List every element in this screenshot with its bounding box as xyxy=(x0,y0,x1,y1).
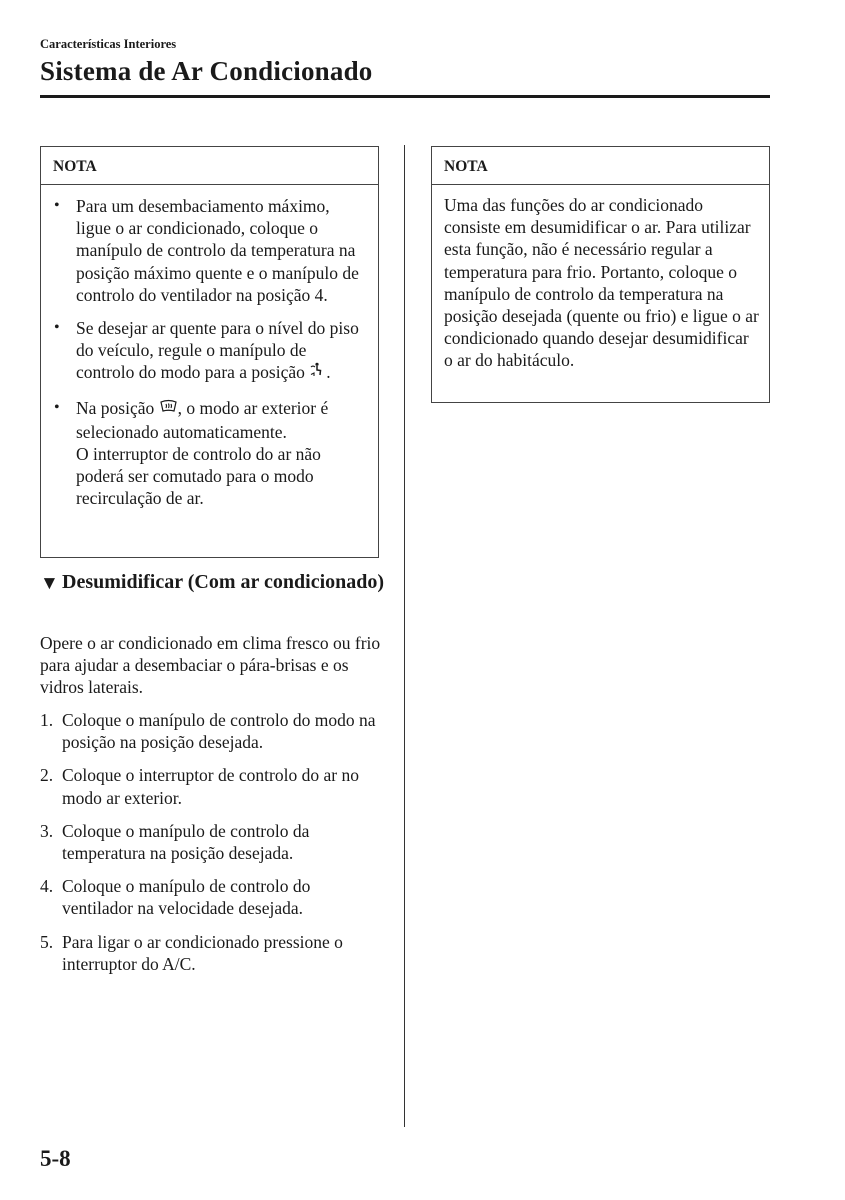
page-number: 5-8 xyxy=(40,1146,71,1171)
note-item-text: Na posição xyxy=(76,397,159,418)
step-text: Coloque o manípulo de controlo da temperatura na posição desejada. xyxy=(62,820,310,864)
title-rule xyxy=(40,95,770,98)
note-item xyxy=(41,195,368,306)
page-title: Sistema de Ar Condicionado xyxy=(40,56,373,86)
section-heading-text: Desumidificar (Com ar condicionado) xyxy=(62,571,385,593)
note-heading: NOTA xyxy=(432,147,769,185)
note-item xyxy=(41,317,368,386)
note-item-text: Para um desembaciamento máximo, ligue o ar condicionado, coloque o manípulo de controlo da temperatura na posição máximo quente e o manípulo de controlo do ventilador na posição 4. xyxy=(76,196,359,305)
section-heading xyxy=(40,570,385,595)
step-item xyxy=(40,875,385,919)
floor-defrost-mode-icon xyxy=(310,362,325,385)
step-item xyxy=(40,764,385,808)
note-box-right xyxy=(431,146,770,403)
note-heading: NOTA xyxy=(41,147,378,185)
note-list xyxy=(41,185,378,510)
step-item xyxy=(40,820,385,864)
step-number: 2. xyxy=(40,765,54,786)
step-text: Coloque o interruptor de controlo do ar no modo ar exterior. xyxy=(62,765,359,808)
bullet: • xyxy=(54,319,60,337)
note-box-left xyxy=(40,146,379,558)
column-divider xyxy=(404,145,405,1127)
note-item-text-line2: O interruptor de controlo do ar não poderá ser comutado para o modo recirculação de ar. xyxy=(76,444,321,509)
step-number: 5. xyxy=(40,931,54,952)
step-text: Para ligar o ar condicionado pressione o interruptor do A/C. xyxy=(62,931,343,974)
bullet: • xyxy=(54,398,60,416)
steps-list xyxy=(40,709,385,986)
step-item xyxy=(40,931,385,975)
section-intro: Opere o ar condicionado em clima fresco ou frio para ajudar a desembaciar o pára-brisas e os vidros laterais. xyxy=(40,633,381,698)
step-text: Coloque o manípulo de controlo do modo na posição na posição desejada. xyxy=(62,710,376,753)
step-number: 3. xyxy=(40,820,54,841)
note-paragraph: Uma das funções do ar condicionado consiste em desumidificar o ar. Para utilizar esta função, não é necessário regular a temperatura para frio. Portanto, coloque o manípulo de controlo da temperatura na posição desejada (quente ou frio) e ligue o ar condicionado quando desejar desumidificar o ar do habitáculo. xyxy=(444,195,759,371)
note-item-text-end: . xyxy=(326,362,331,383)
step-number: 1. xyxy=(40,710,54,730)
note-item-text: Se desejar ar quente para o nível do piso do veículo, regule o manípulo de controlo do modo para a posição xyxy=(76,318,359,383)
step-text: Coloque o manípulo de controlo do ventilador na velocidade desejada. xyxy=(62,876,311,919)
note-item xyxy=(41,397,368,510)
note-item-text-end: , o modo ar exterior é selecionado automaticamente. xyxy=(76,397,329,442)
bullet: • xyxy=(54,197,60,214)
windshield-defrost-icon xyxy=(160,399,177,421)
step-number: 4. xyxy=(40,876,54,897)
triangle-marker-icon: ▼ xyxy=(40,573,59,594)
section-label: Características Interiores xyxy=(40,37,177,51)
step-item xyxy=(40,709,385,753)
